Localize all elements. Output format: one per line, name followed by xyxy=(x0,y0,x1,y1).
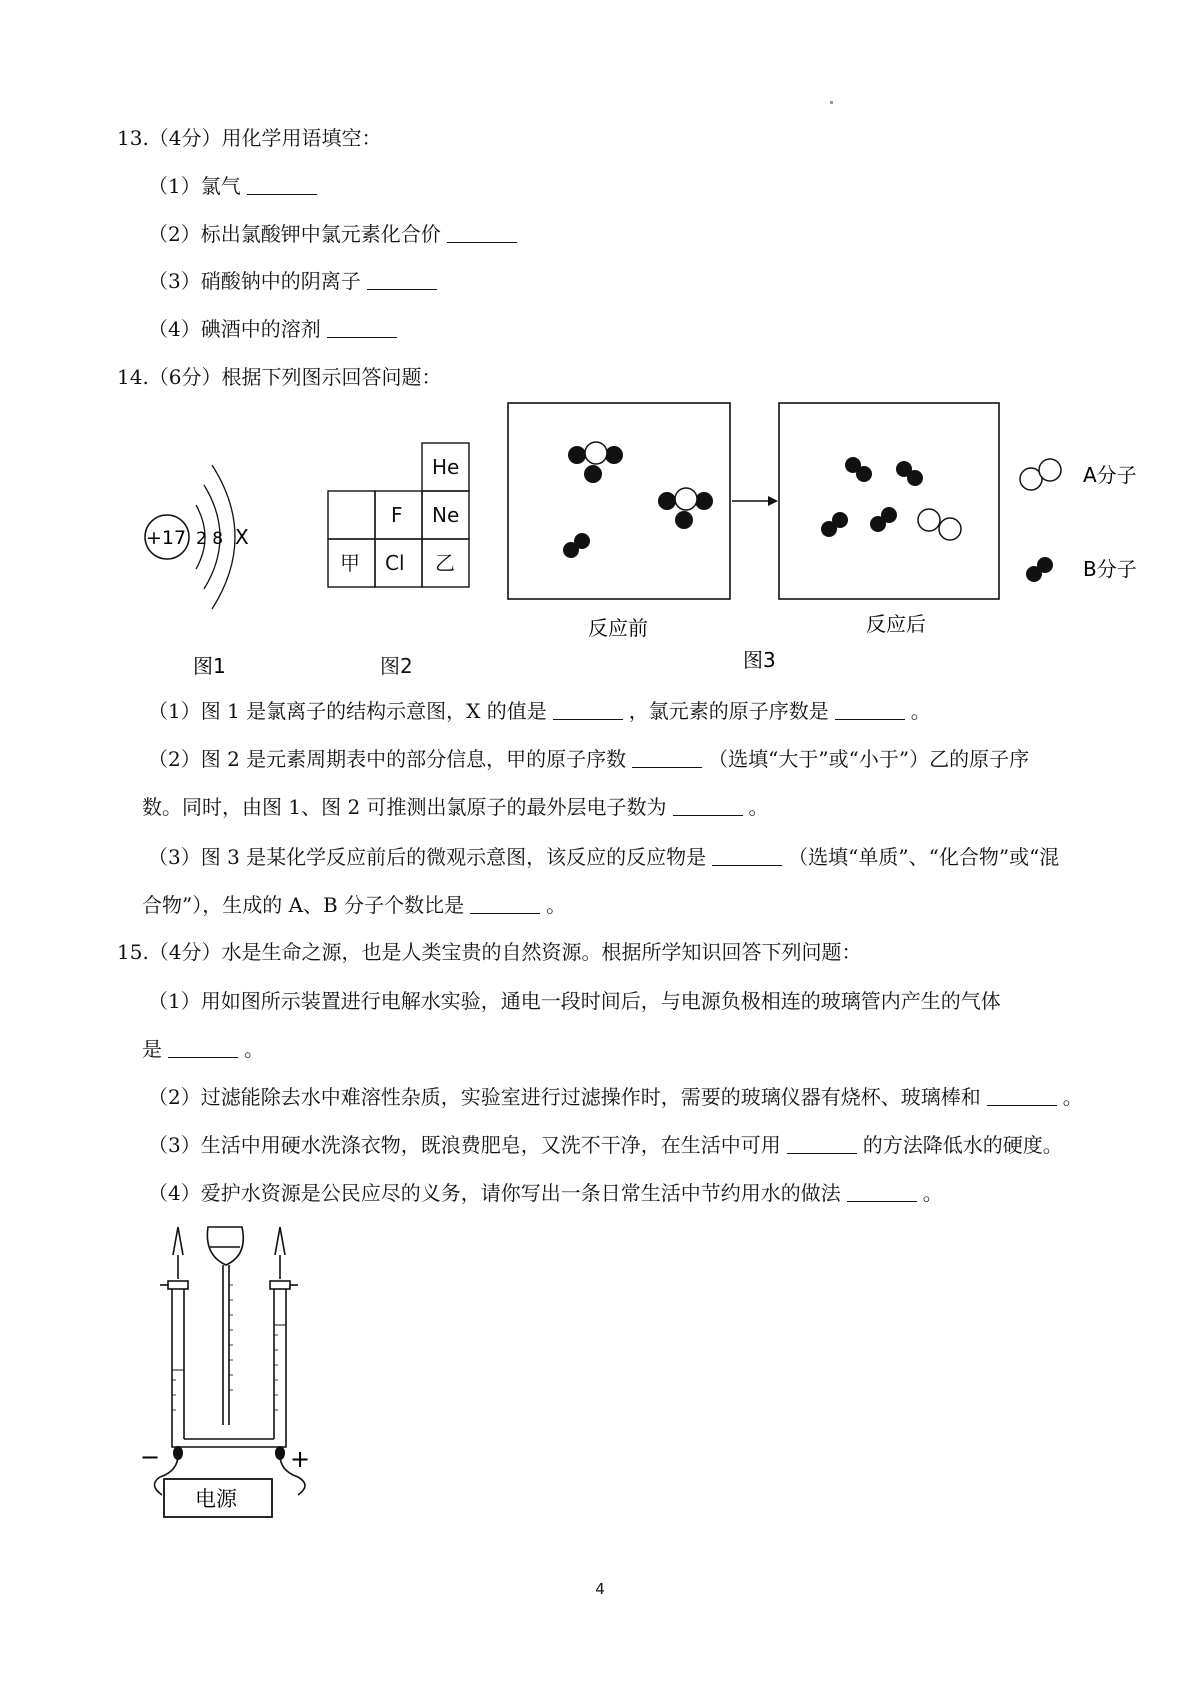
periodic-table-labels xyxy=(340,455,459,678)
answer-blank[interactable] xyxy=(835,699,905,720)
q14-title: 14.（6分）根据下列图示回答问题： xyxy=(117,365,442,389)
answer-blank[interactable] xyxy=(847,1181,917,1202)
element-ne: Ne xyxy=(432,503,460,527)
answer-blank[interactable] xyxy=(447,222,517,243)
power-source-label: 电源 xyxy=(195,1487,237,1511)
legend-a-label: A分子 xyxy=(1083,463,1137,487)
element-yi: 乙 xyxy=(435,551,455,575)
legend-b-label: B分子 xyxy=(1083,557,1137,581)
electron-shells: 2 8 xyxy=(196,529,224,549)
q15-part-1-cont: 是 。 xyxy=(142,1037,264,1061)
q13-item-2: （2）标出氯酸钾中氯元素化合价 xyxy=(148,220,523,248)
reactant-molecule-2 xyxy=(658,488,713,529)
left-electrode xyxy=(173,1446,183,1460)
answer-blank[interactable] xyxy=(632,747,702,768)
fig2-caption: 图2 xyxy=(380,654,413,678)
q14-part-2-cont: 数。同时，由图 1、图 2 可推测出氯原子的最外层电子数为 。 xyxy=(142,795,769,819)
legend-b-molecule xyxy=(1026,557,1053,582)
answer-blank[interactable] xyxy=(168,1037,238,1058)
answer-blank[interactable] xyxy=(673,795,743,816)
answer-blank[interactable] xyxy=(247,174,317,195)
answer-blank[interactable] xyxy=(327,317,397,338)
legend-a-molecule xyxy=(1020,459,1061,490)
q13-item-1: （1）氯气 xyxy=(148,172,323,200)
answer-blank[interactable] xyxy=(553,699,623,720)
q14-part-2: （2）图 2 是元素周期表中的部分信息，甲的原子序数 （选填“大于”或“小于”）乙的原子序 xyxy=(148,747,1030,771)
element-he: He xyxy=(432,455,460,479)
element-f: F xyxy=(391,503,403,527)
after-label: 反应后 xyxy=(866,612,926,636)
q13-item-3: （3）硝酸钠中的阴离子 xyxy=(148,267,443,295)
element-cl: Cl xyxy=(385,551,405,575)
answer-blank[interactable] xyxy=(712,845,782,866)
element-jia: 甲 xyxy=(340,551,360,575)
q14-part-1: （1）图 1 是氯离子的结构示意图，X 的值是 ，氯元素的原子序数是 。 xyxy=(148,699,931,723)
answer-blank[interactable] xyxy=(470,893,540,914)
q15-part-3: （3）生活中用硬水洗涤衣物，既浪费肥皂，又洗不干净，在生活中可用 的方法降低水的硬度。 xyxy=(148,1133,1063,1157)
q15-part-4: （4）爱护水资源是公民应尽的义务，请你写出一条日常生活中节约用水的做法 。 xyxy=(148,1181,943,1205)
q15-title: 15.（4分）水是生命之源，也是人类宝贵的自然资源。根据所学知识回答下列问题： xyxy=(117,940,862,964)
answer-blank[interactable] xyxy=(367,269,437,290)
q14-part-3-cont: 合物”），生成的 A、B 分子个数比是 。 xyxy=(142,893,567,917)
answer-blank[interactable] xyxy=(787,1133,857,1154)
right-electrode xyxy=(275,1446,285,1460)
page-number: 4 xyxy=(595,1580,605,1598)
nucleus-charge: +17 xyxy=(146,527,187,549)
q14-figures xyxy=(0,395,1200,685)
electrolysis-apparatus xyxy=(140,1215,320,1545)
outer-electron-x: X xyxy=(235,525,249,549)
product-b-molecules xyxy=(821,457,923,537)
q15-part-1: （1）用如图所示装置进行电解水实验，通电一段时间后，与电源负极相连的玻璃管内产生的气体 xyxy=(148,989,1001,1013)
q13-item-4: （4）碘酒中的溶剂 xyxy=(148,315,403,343)
q14-part-3: （3）图 3 是某化学反应前后的微观示意图，该反应的反应物是 （选填“单质”、“化合物”或“混 xyxy=(148,845,1060,869)
reaction-diagram xyxy=(508,403,1137,672)
fig3-caption: 图3 xyxy=(743,648,776,672)
before-label: 反应前 xyxy=(588,616,648,640)
positive-terminal: + xyxy=(290,1445,311,1473)
chloride-ion-diagram xyxy=(145,465,249,678)
fig1-caption: 图1 xyxy=(193,654,226,678)
answer-blank[interactable] xyxy=(987,1085,1057,1106)
q15-part-2: （2）过滤能除去水中难溶性杂质，实验室进行过滤操作时，需要的玻璃仪器有烧杯、玻璃棒和 。 xyxy=(148,1085,1083,1109)
reactant-molecule-1 xyxy=(568,442,623,483)
reactant-b-molecule xyxy=(563,533,590,558)
negative-terminal: − xyxy=(140,1443,161,1471)
product-a-molecule xyxy=(918,509,961,540)
q13-title: 13.（4分）用化学用语填空： xyxy=(117,126,382,150)
scan-dot xyxy=(830,101,833,104)
